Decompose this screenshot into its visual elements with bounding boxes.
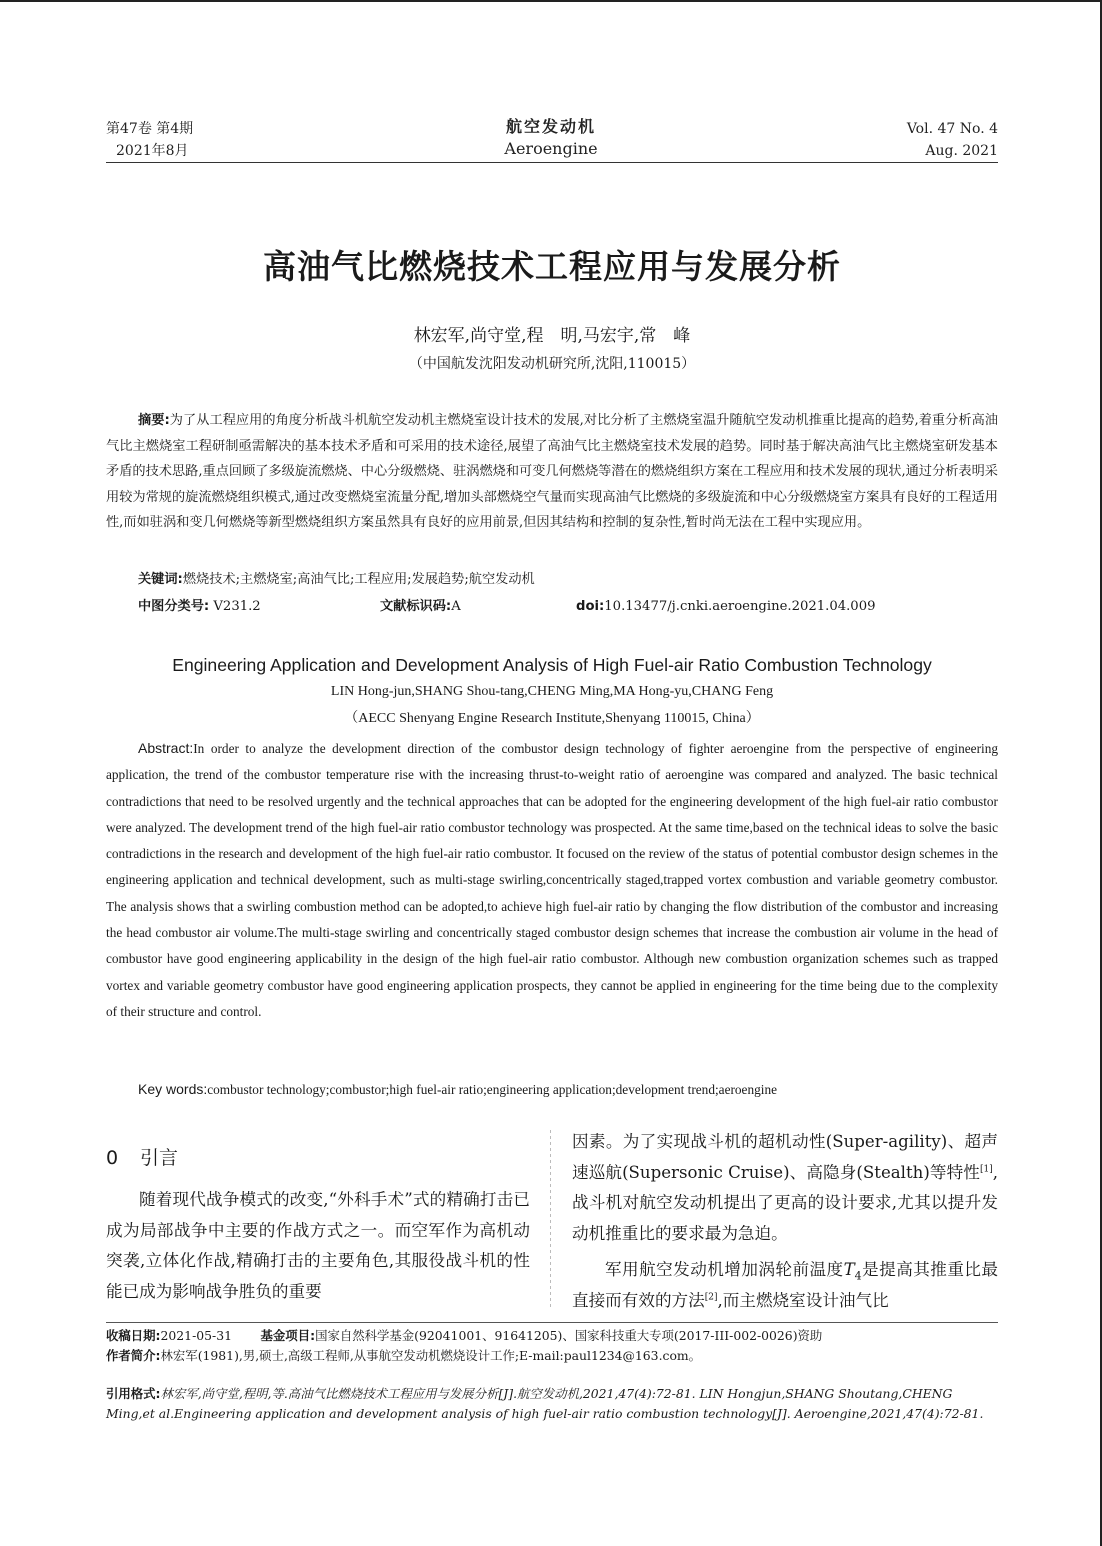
section-number: 0 bbox=[106, 1147, 119, 1169]
body-paragraph bbox=[572, 1127, 998, 1249]
body-column-right bbox=[572, 1127, 998, 1317]
page-top-border bbox=[0, 0, 1102, 2]
citation-label: 引用格式: bbox=[106, 1386, 161, 1401]
footnote-author-bio bbox=[106, 1346, 998, 1366]
fund-label: 基金项目: bbox=[260, 1328, 316, 1343]
doi-value: 10.13477/j.cnki.aeroengine.2021.04.009 bbox=[604, 599, 876, 614]
body-text: ,战斗机对航空发动机提出了更高的设计要求,尤其以提升发动机推重比的要求最为急迫。 bbox=[572, 1162, 998, 1243]
date-en: Aug. 2021 bbox=[925, 143, 998, 159]
affiliation-en: （AECC Shenyang Engine Research Institute,Shenyang 110015, China） bbox=[344, 711, 760, 726]
body-paragraph bbox=[572, 1255, 998, 1316]
keywords-en-label: Key words: bbox=[138, 1081, 208, 1097]
abstract-en-text: In order to analyze the development direction of the combustor design technology of fighter aeroengine from the perspective of engineering application, the trend of the combustor temperature rise with the increasing thrust-to-weight ratio of aeroengine was compared and analyzed. The basic technical contradictions that need to be resolved urgently and the technical approaches that can be adopted for the engineering development of the high fuel-air ratio combustor were analyzed. The development trend of the high fuel-air ratio combustor technology was prospected. At the same time,based on the technical ideas to solve the basic contradictions in the research and development of the high fuel-air ratio combustor. It focused on the review of the status of potential combustor design schemes in the engineering application and technical development, such as multi-stage swirling,concentrically staged,trapped vortex combustion and variable geometry combustor. The analysis shows that a swirling combustion method can be adopted,to achieve high fuel-air ratio by changing the flow distribution of the combustor and increasing the head combustor air volume.The multi-stage swirling and concentrically staged combustor design schemes that increase the combustion air volume in the head of combustor have good engineering applicability in the design of the high fuel-air ratio combustor. Although new combustion organization schemes such as trapped vortex and variable geometry combustor have good engineering application prospects, they cannot be applied in engineering for the time being due to the complexity of their structure and control. bbox=[106, 741, 998, 1019]
affiliation-cn: （中国航发沈阳发动机研究所,沈阳,110015） bbox=[408, 356, 696, 372]
volume-issue-cn: 第47卷 第4期 bbox=[106, 121, 194, 137]
keywords-cn-label: 关键词: bbox=[138, 572, 183, 587]
citation-format bbox=[106, 1384, 998, 1424]
keywords-en-text: combustor technology;combustor;high fuel-air ratio;engineering application;development trend;aeroengine bbox=[207, 1082, 777, 1097]
paper-title-en: Engineering Application and Development Analysis of High Fuel-air Ratio Combustion Technology bbox=[172, 655, 932, 675]
journal-name-en: Aeroengine bbox=[504, 139, 598, 158]
reference-marker[interactable]: [2] bbox=[704, 1292, 718, 1303]
clc-label: 中图分类号: bbox=[138, 599, 210, 614]
column-divider bbox=[550, 1130, 551, 1310]
date-cn: 2021年8月 bbox=[116, 143, 189, 159]
doc-code-value: A bbox=[451, 599, 461, 614]
reference-marker[interactable]: [1] bbox=[979, 1164, 993, 1175]
fund-value: 国家自然科学基金(92041001、91641205)、国家科技重大专项(2017-III-002-0026)资助 bbox=[315, 1328, 823, 1343]
keywords-cn bbox=[138, 568, 998, 592]
running-header-left bbox=[106, 118, 193, 162]
doi-label: doi: bbox=[576, 599, 605, 614]
classification-line bbox=[138, 595, 875, 619]
paper-title-cn: 高油气比燃烧技术工程应用与发展分析 bbox=[263, 247, 841, 286]
running-header-right bbox=[907, 118, 998, 162]
section-title: 引言 bbox=[140, 1147, 179, 1169]
symbol-T: T bbox=[843, 1260, 855, 1280]
abstract-en-label: Abstract: bbox=[138, 740, 194, 756]
keywords-cn-text: 燃烧技术;主燃烧室;高油气比;工程应用;发展趋势;航空发动机 bbox=[182, 572, 535, 587]
doc-code-label: 文献标识码: bbox=[380, 599, 452, 614]
abstract-en bbox=[106, 735, 998, 1025]
received-value: 2021-05-31 bbox=[160, 1328, 232, 1343]
body-text: 是提高其推重比最直接而有效的方法 bbox=[572, 1260, 999, 1310]
section-heading bbox=[106, 1143, 530, 1173]
author-bio-value: 林宏军(1981),男,硕士,高级工程师,从事航空发动机燃烧设计工作;E-mail:paul1234@163.com。 bbox=[160, 1348, 702, 1363]
body-paragraph: 随着现代战争模式的改变,“外科手术”式的精确打击已成为局部战争中主要的作战方式之一。而空军作为高机动突袭,立体化作战,精确打击的主要角色,其服役战斗机的性能已成为影响战争胜负的重要 bbox=[106, 1190, 530, 1301]
abstract-cn bbox=[106, 408, 998, 536]
citation-text: 林宏军,尚守堂,程明,等.高油气比燃烧技术工程应用与发展分析[J].航空发动机,2021,47(4):72-81. LIN Hongjun,SHANG Shoutang,CHENG Ming,et al.Engineering application and development analysis of high fuel-air ratio combustion technology[J]. Aeroengine,2021,47(4):72-81. bbox=[106, 1386, 984, 1421]
received-label: 收稿日期: bbox=[106, 1328, 161, 1343]
header-rule bbox=[106, 162, 998, 163]
authors-en: LIN Hong-jun,SHANG Shou-tang,CHENG Ming,MA Hong-yu,CHANG Feng bbox=[330, 684, 774, 699]
body-column-left bbox=[106, 1143, 530, 1307]
keywords-en bbox=[138, 1077, 998, 1102]
journal-name-cn: 航空发动机 bbox=[505, 117, 596, 136]
symbol-subscript: 4 bbox=[854, 1269, 862, 1283]
clc-value: V231.2 bbox=[209, 599, 261, 614]
abstract-cn-label: 摘要: bbox=[138, 413, 170, 428]
volume-issue-en: Vol. 47 No. 4 bbox=[906, 121, 998, 137]
body-text: 因素。为了实现战斗机的超机动性(Super-agility)、超声速巡航(Supersonic Cruise)、高隐身(Stealth)等特性 bbox=[572, 1132, 998, 1182]
footnote-rule bbox=[106, 1322, 998, 1323]
body-text: ,而主燃烧室设计油气比 bbox=[717, 1290, 889, 1310]
authors-cn: 林宏军,尚守堂,程 明,马宏宇,常 峰 bbox=[413, 326, 691, 346]
abstract-cn-text: 为了从工程应用的角度分析战斗机航空发动机主燃烧室设计技术的发展,对比分析了主燃烧室温升随航空发动机推重比提高的趋势,着重分析高油气比主燃烧室工程研制亟需解决的基本技术矛盾和可采用的技术途径,展望了高油气比主燃烧室技术发展的趋势。同时基于解决高油气比主燃烧室研发基本矛盾的技术思路,重点回顾了多级旋流燃烧、中心分级燃烧、驻涡燃烧和可变几何燃烧等潜在的燃烧组织方案在工程应用和技术发展的现状,通过分析表明采用较为常规的旋流燃烧组织模式,通过改变燃烧室流量分配,增加头部燃烧空气量而实现高油气比燃烧的多级旋流和中心分级燃烧室方案具有良好的工程适用性,而如驻涡和变几何燃烧等新型燃烧组织方案虽然具有良好的应用前景,但因其结构和控制的复杂性,暂时尚无法在工程中实现应用。 bbox=[106, 413, 998, 531]
body-text: 军用航空发动机增加涡轮前温度 bbox=[605, 1260, 844, 1280]
footnote-dates-funding bbox=[106, 1326, 998, 1346]
author-bio-label: 作者简介: bbox=[106, 1348, 161, 1363]
running-header-center bbox=[380, 116, 722, 160]
